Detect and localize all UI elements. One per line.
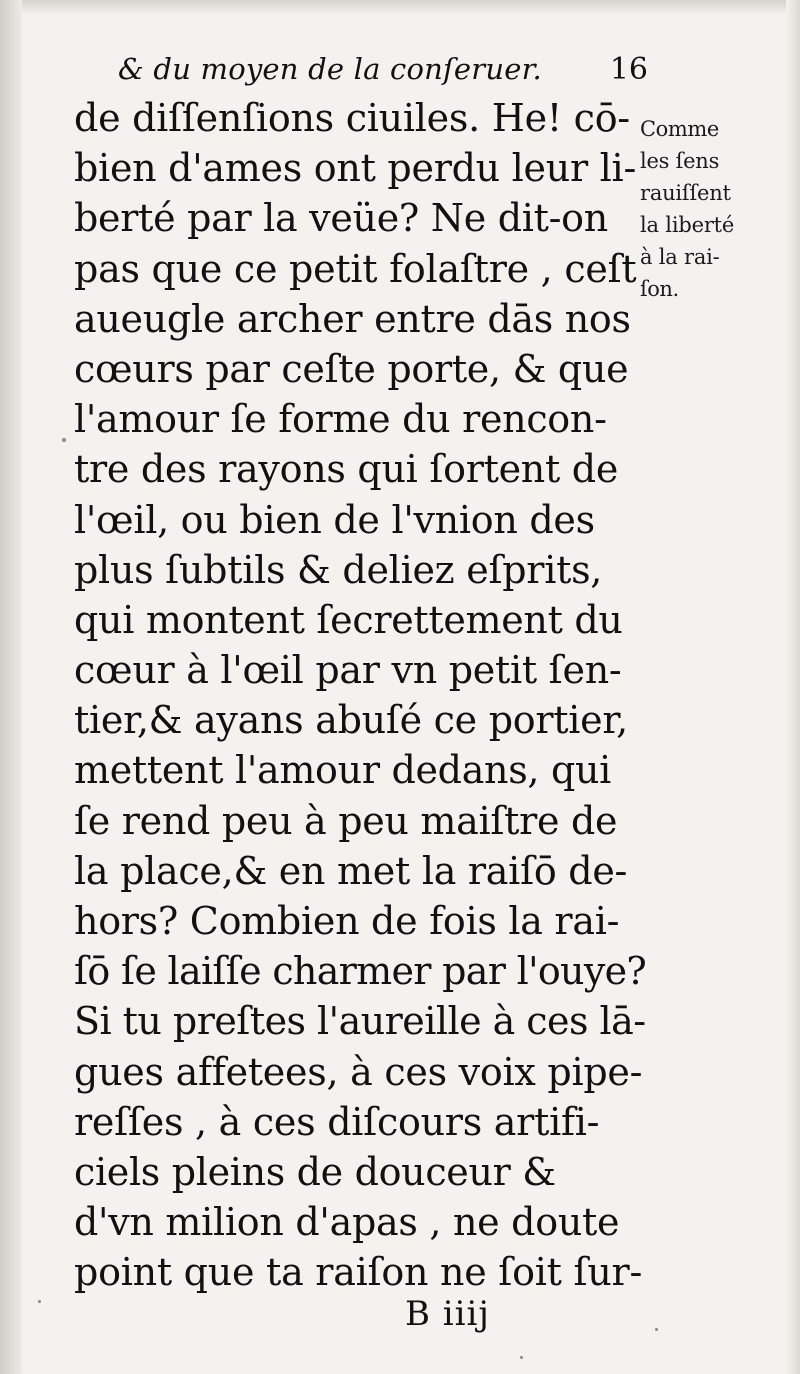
text-line: cœur à l'œil par vn petit ſen- <box>74 648 622 693</box>
text-line: tier,& ayans abuſé ce portier, <box>74 698 628 743</box>
running-head: & du moyen de la conſeruer. <box>118 52 542 86</box>
page-header <box>118 50 648 96</box>
margin-note-line: à la rai- <box>640 245 720 269</box>
margin-note-line: Comme <box>640 117 719 141</box>
text-line: plus ſubtils & deliez eſprits, <box>74 547 603 592</box>
text-line: tre des rayons qui ſortent de <box>74 447 619 492</box>
text-line: ſe rend peu à peu maiſtre de <box>74 798 618 843</box>
paper-speck <box>655 1328 658 1331</box>
paper-speck <box>520 1356 523 1359</box>
text-line: l'amour ſe forme du rencon- <box>74 397 607 442</box>
text-line: Si tu preſtes l'aureille à ces lā- <box>74 999 646 1044</box>
page-shadow-top <box>0 0 800 14</box>
text-line: point que ta raiſon ne ſoit ſur- <box>74 1250 643 1295</box>
margin-note <box>640 113 790 305</box>
signature-mark: B iiij <box>405 1294 490 1334</box>
text-line: pas que ce petit folaſtre , ceſt <box>74 246 637 291</box>
text-line: mettent l'amour dedans, qui <box>74 748 612 793</box>
paper-speck <box>38 1300 41 1303</box>
text-line: de diſſenſions ciuiles. He! cō- <box>74 96 630 140</box>
text-line: la place,& en met la raiſō de- <box>74 848 628 893</box>
margin-note-line: ſon. <box>640 277 679 301</box>
page-number: 16 <box>609 52 648 87</box>
text-line: cœurs par ceſte porte, & que <box>74 346 629 391</box>
text-line: l'œil, ou bien de l'vnion des <box>74 497 595 542</box>
text-line: bien d'ames ont perdu leur li- <box>74 146 637 191</box>
margin-note-line: les ſens <box>640 149 720 173</box>
body-text <box>74 93 654 1298</box>
text-line: qui montent ſecrettement du <box>74 597 623 642</box>
margin-note-line: la liberté <box>640 213 735 237</box>
text-line: hors? Combien de fois la rai- <box>74 899 620 943</box>
paper-speck <box>62 438 66 442</box>
text-line: d'vn milion d'apas , ne doute <box>74 1200 620 1245</box>
text-line: berté par la veüe? Ne dit-on <box>74 196 608 241</box>
text-line: ſō ſe laiſſe charmer par l'ouye? <box>74 949 647 994</box>
text-line: aueugle archer entre dās nos <box>74 296 631 341</box>
margin-note-line: rauiſſent <box>640 181 731 205</box>
text-line: reſſes , à ces diſcours artifi- <box>74 1099 600 1144</box>
text-line: ciels pleins de douceur & <box>74 1149 556 1194</box>
page-shadow-left <box>0 0 22 1374</box>
text-line: gues affetees, à ces voix pipe- <box>74 1049 643 1094</box>
